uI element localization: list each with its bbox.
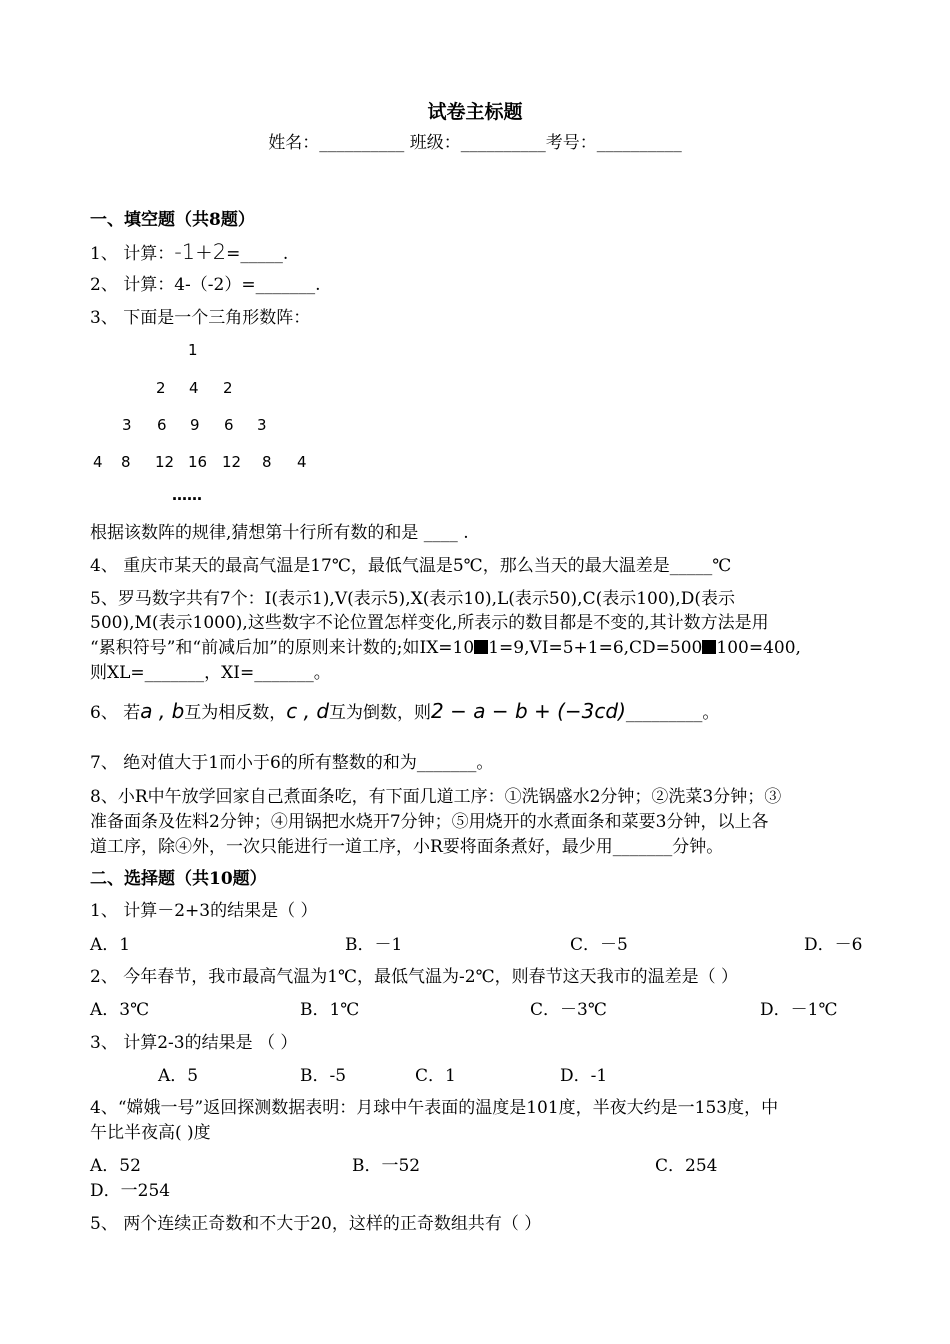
s1-question-5-line2: 500),M(表示1000),这些数字不论位置怎样变化,所表示的数目都是不变的,其计数方法是用: [90, 613, 769, 633]
triangle-cell: 4: [189, 379, 199, 397]
s2-q2-option-a: A．3℃: [90, 1000, 150, 1020]
s2-question-4-line1: 4、“嫦娥一号”返回探测数据表明：月球中午表面的温度是101度，半夜大约是一153度，中: [90, 1098, 779, 1118]
s1-question-8-line2: 准备面条及佐料2分钟；④用锅把水烧开7分钟；⑤用烧开的水煮面条和菜要3分钟，以上各: [90, 812, 769, 832]
triangle-cell: 6: [224, 416, 234, 434]
triangle-cell: 1: [188, 341, 198, 359]
q5-text-b: 1=9,VI=5+1=6,CD=500: [488, 638, 703, 658]
s2-q2-option-c: C．－3℃: [530, 1000, 607, 1020]
q6-text-c: 互为倒数，则: [329, 703, 432, 723]
triangle-cell: 8: [121, 453, 131, 471]
triangle-cell: 2: [156, 379, 166, 397]
q5-text-c: 100=400,: [716, 638, 801, 658]
q1-expression: -1+2: [174, 240, 227, 264]
s1-question-2: 2、 计算：4-（-2）=_______.: [90, 275, 321, 295]
q6-vars-cd: c , d: [286, 699, 330, 723]
q6-text-b: 互为相反数，: [184, 703, 287, 723]
page-title: 试卷主标题: [427, 101, 523, 123]
triangle-cell: 6: [157, 416, 167, 434]
s2-q3-option-d: D．-1: [560, 1066, 608, 1086]
black-square-glyph: [702, 640, 716, 654]
s2-q4-option-c: C．254: [655, 1156, 718, 1176]
s1-question-8-line1: 8、小R中午放学回家自己煮面条吃，有下面几道工序：①洗锅盛水2分钟；②洗菜3分钟；③: [90, 787, 782, 807]
s1-question-3: 3、 下面是一个三角形数阵：: [90, 308, 311, 328]
triangle-cell: 12: [222, 453, 242, 471]
s1-question-7: 7、 绝对值大于1而小于6的所有整数的和为_______。: [90, 753, 494, 773]
black-square-glyph: [474, 640, 488, 654]
s2-q1-option-c: C．－5: [570, 935, 628, 955]
triangle-cell: 16: [188, 453, 208, 471]
s2-question-3: 3、 计算2-3的结果是 （ ）: [90, 1033, 298, 1053]
s1-question-5-line4: 则XL=_______，XI=_______。: [90, 663, 331, 683]
s1-question-4: 4、 重庆市某天的最高气温是17℃，最低气温是5℃，那么当天的最大温差是_____℃: [90, 556, 732, 576]
triangle-cell: 2: [223, 379, 233, 397]
s2-q1-option-a: A．1: [90, 935, 131, 955]
triangle-cell: 3: [122, 416, 132, 434]
section1-heading: 一、填空题（共8题）: [90, 210, 255, 230]
triangle-cell: 4: [297, 453, 307, 471]
s2-q4-option-a: A．52: [90, 1156, 141, 1176]
s2-q1-option-b: B．－1: [345, 935, 403, 955]
q6-expression: 2 − a − b + (−3cd): [431, 699, 626, 723]
s2-q2-option-d: D．－1℃: [760, 1000, 838, 1020]
q6-text-d: _________。: [625, 703, 720, 723]
s2-q4-option-d: D．一254: [90, 1181, 171, 1201]
s2-q2-option-b: B．1℃: [300, 1000, 360, 1020]
s2-q3-option-a: A．5: [158, 1066, 199, 1086]
q6-text-a: 6、 若: [90, 703, 141, 723]
s1-question-3-tail: 根据该数阵的规律,猜想第十行所有数的和是 ____ .: [90, 523, 469, 543]
s2-question-1: 1、 计算－2+3的结果是（ ）: [90, 901, 318, 921]
s2-q3-option-b: B．-5: [300, 1066, 347, 1086]
student-info-line: 姓名：__________ 班级：__________考号：__________: [268, 133, 682, 153]
s2-q3-option-c: C．1: [415, 1066, 456, 1086]
s2-question-2: 2、 今年春节，我市最高气温为1℃，最低气温为-2℃，则春节这天我市的温差是（ ）: [90, 967, 739, 987]
s1-question-1: [90, 240, 288, 266]
section2-heading: 二、选择题（共10题）: [90, 869, 267, 889]
triangle-ellipsis: ……: [172, 486, 202, 504]
s2-question-4-line2: 午比半夜高( )度: [90, 1123, 211, 1143]
triangle-cell: 4: [93, 453, 103, 471]
s2-question-5: 5、 两个连续正奇数和不大于20，这样的正奇数组共有（ ）: [90, 1214, 542, 1234]
triangle-cell: 9: [190, 416, 200, 434]
s1-question-5-line1: 5、罗马数字共有7个：I(表示1),V(表示5),X(表示10),L(表示50),C(表示100),D(表示: [90, 589, 735, 609]
q5-text-a: “累积符号”和“前减后加”的原则来计数的;如IX=10: [90, 638, 475, 658]
triangle-cell: 8: [262, 453, 272, 471]
triangle-cell: 3: [257, 416, 267, 434]
s1-question-5-line3: [90, 636, 801, 660]
q6-vars-ab: a , b: [140, 699, 185, 723]
q1-prefix: 1、 计算：: [90, 244, 175, 264]
q1-suffix: =_____.: [226, 244, 289, 264]
s1-question-8-line3: 道工序，除④外，一次只能进行一道工序，小R要将面条煮好，最少用_______分钟。: [90, 837, 724, 857]
s2-q1-option-d: D．－6: [804, 935, 863, 955]
s2-q4-option-b: B．一52: [352, 1156, 421, 1176]
triangle-cell: 12: [155, 453, 175, 471]
s1-question-6: [90, 699, 719, 725]
